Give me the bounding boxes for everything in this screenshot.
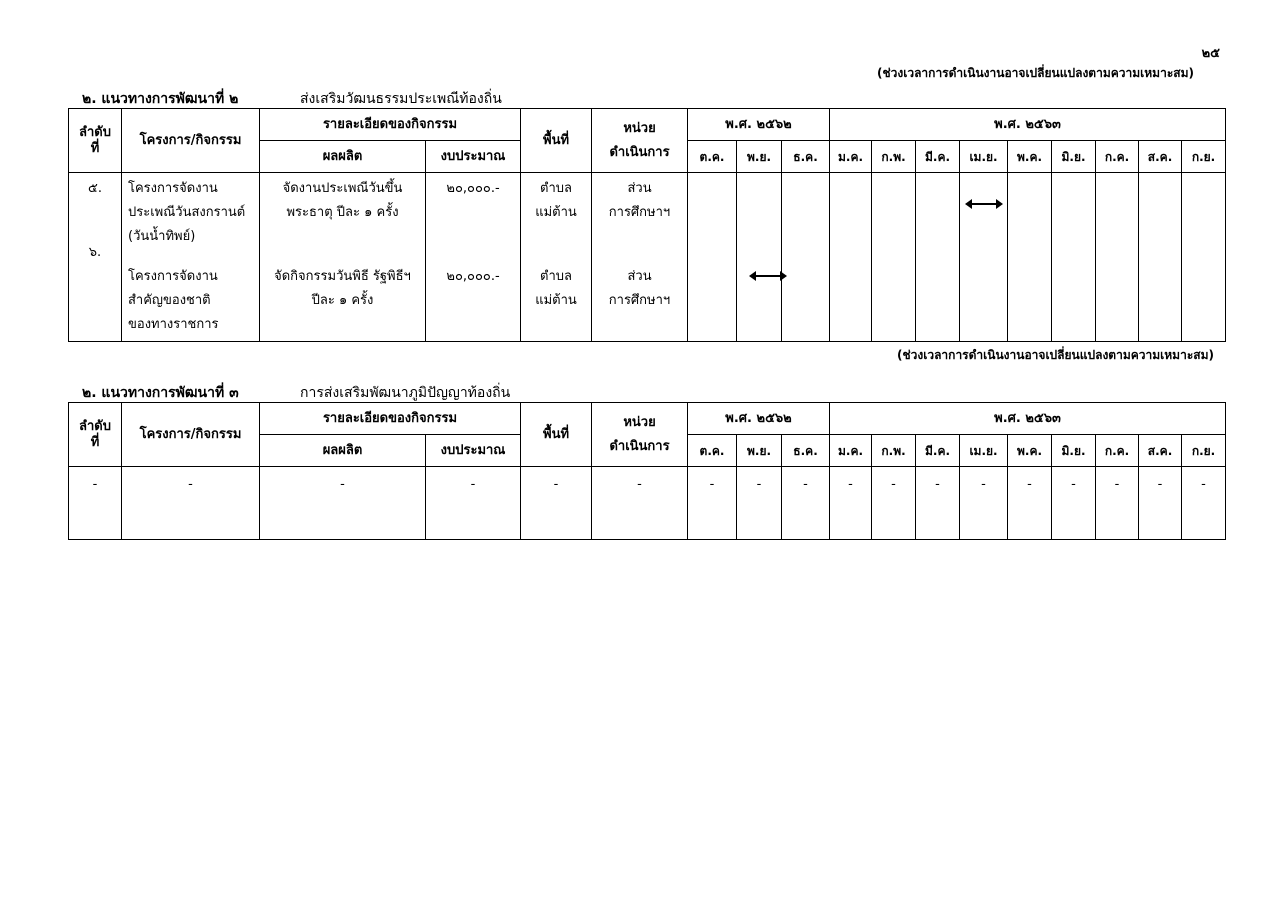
section2-title: การส่งเสริมพัฒนาภูมิปัญญาท้องถิ่น <box>300 385 511 401</box>
month-feb: ก.พ. <box>872 141 916 173</box>
header-budget: งบประมาณ <box>426 141 521 173</box>
empty-cell: - <box>830 467 872 540</box>
empty-cell: - <box>122 467 260 540</box>
empty-cell: - <box>1139 467 1182 540</box>
month-sep: ก.ย. <box>1182 141 1226 173</box>
empty-cell: - <box>688 467 737 540</box>
project-cell: โครงการจัดงาน ประเพณีวันสงกรานต์ (วันน้ำทิพย์) โครงการจัดงาน สำคัญของชาติ ของทางราชการ <box>122 173 260 342</box>
empty-cell: - <box>1008 467 1052 540</box>
header-details: รายละเอียดของกิจกรรม <box>260 109 521 141</box>
month-aug: ส.ค. <box>1139 141 1182 173</box>
empty-cell: - <box>426 467 521 540</box>
month-jan: ม.ค. <box>830 435 872 467</box>
schedule-note-top: (ช่วงเวลาการดำเนินงานอาจเปลี่ยนแปลงตามความเหมาะสม) <box>877 66 1194 80</box>
month-mar: มี.ค. <box>916 435 960 467</box>
header-budget: งบประมาณ <box>426 435 521 467</box>
month-nov: พ.ย. <box>737 141 782 173</box>
table-row <box>69 173 1226 342</box>
header-area: พื้นที่ <box>521 403 592 467</box>
month-oct: ต.ค. <box>688 435 737 467</box>
month-may: พ.ค. <box>1008 435 1052 467</box>
empty-cell: - <box>737 467 782 540</box>
month-cell-aug <box>1139 173 1182 342</box>
month-cell-mar <box>916 173 960 342</box>
header-year2: พ.ศ. ๒๕๖๓ <box>830 109 1226 141</box>
unit-cell: ส่วน การศึกษาฯ ส่วน การศึกษาฯ <box>592 173 688 342</box>
month-aug: ส.ค. <box>1139 435 1182 467</box>
output-cell: จัดงานประเพณีวันขึ้น พระธาตุ ปีละ ๑ ครั้ง จัดกิจกรรมวันพิธี รัฐพิธีฯ ปีละ ๑ ครั้ง <box>260 173 426 342</box>
month-jul: ก.ค. <box>1096 435 1139 467</box>
month-feb: ก.พ. <box>872 435 916 467</box>
section1-heading: ๒. แนวทางการพัฒนาที่ ๒ <box>82 91 239 107</box>
month-jan: ม.ค. <box>830 141 872 173</box>
month-cell-nov <box>737 173 782 342</box>
row-number: ๕. <box>88 181 102 196</box>
header-area: พื้นที่ <box>521 109 592 173</box>
empty-cell: - <box>872 467 916 540</box>
month-dec: ธ.ค. <box>782 435 830 467</box>
empty-cell: - <box>782 467 830 540</box>
empty-cell: - <box>960 467 1008 540</box>
month-cell-jul <box>1096 173 1139 342</box>
page-number: ๒๕ <box>1201 46 1220 61</box>
month-jul: ก.ค. <box>1096 141 1139 173</box>
month-cell-apr <box>960 173 1008 342</box>
budget-cell: ๒๐,๐๐๐.- ๒๐,๐๐๐.- <box>426 173 521 342</box>
month-dec: ธ.ค. <box>782 141 830 173</box>
empty-cell: - <box>1052 467 1096 540</box>
schedule-note-middle: (ช่วงเวลาการดำเนินงานอาจเปลี่ยนแปลงตามความเหมาะสม) <box>897 348 1214 362</box>
header-unit: หน่วย ดำเนินการ <box>592 403 688 467</box>
header-year1: พ.ศ. ๒๕๖๒ <box>688 109 830 141</box>
empty-cell: - <box>1182 467 1226 540</box>
month-nov: พ.ย. <box>737 435 782 467</box>
timeline-arrow-icon <box>965 198 1003 210</box>
header-seq: ลำดับ ที่ <box>69 109 122 173</box>
month-cell-sep <box>1182 173 1226 342</box>
month-cell-feb <box>872 173 916 342</box>
section1-title: ส่งเสริมวัฒนธรรมประเพณีท้องถิ่น <box>300 91 502 107</box>
header-project: โครงการ/กิจกรรม <box>122 109 260 173</box>
header-project: โครงการ/กิจกรรม <box>122 403 260 467</box>
row-number: ๖. <box>88 245 102 260</box>
empty-cell: - <box>521 467 592 540</box>
month-apr: เม.ย. <box>960 435 1008 467</box>
month-apr: เม.ย. <box>960 141 1008 173</box>
section1-table <box>68 108 1226 342</box>
header-output: ผลผลิต <box>260 141 426 173</box>
empty-cell: - <box>592 467 688 540</box>
month-oct: ต.ค. <box>688 141 737 173</box>
row-numbers <box>69 173 122 342</box>
month-cell-jun <box>1052 173 1096 342</box>
month-sep: ก.ย. <box>1182 435 1226 467</box>
section2-table <box>68 402 1226 540</box>
header-unit: หน่วย ดำเนินการ <box>592 109 688 173</box>
month-mar: มี.ค. <box>916 141 960 173</box>
area-cell: ตำบล แม่ต้าน ตำบล แม่ต้าน <box>521 173 592 342</box>
section2-heading: ๒. แนวทางการพัฒนาที่ ๓ <box>82 385 239 401</box>
month-cell-dec <box>782 173 830 342</box>
month-may: พ.ค. <box>1008 141 1052 173</box>
empty-cell: - <box>69 467 122 540</box>
month-jun: มิ.ย. <box>1052 435 1096 467</box>
empty-cell: - <box>916 467 960 540</box>
empty-cell: - <box>260 467 426 540</box>
month-jun: มิ.ย. <box>1052 141 1096 173</box>
header-seq: ลำดับ ที่ <box>69 403 122 467</box>
header-details: รายละเอียดของกิจกรรม <box>260 403 521 435</box>
month-cell-jan <box>830 173 872 342</box>
month-cell-oct <box>688 173 737 342</box>
table-row <box>69 467 1226 540</box>
empty-cell: - <box>1096 467 1139 540</box>
header-output: ผลผลิต <box>260 435 426 467</box>
header-year2: พ.ศ. ๒๕๖๓ <box>830 403 1226 435</box>
header-year1: พ.ศ. ๒๕๖๒ <box>688 403 830 435</box>
month-cell-may <box>1008 173 1052 342</box>
